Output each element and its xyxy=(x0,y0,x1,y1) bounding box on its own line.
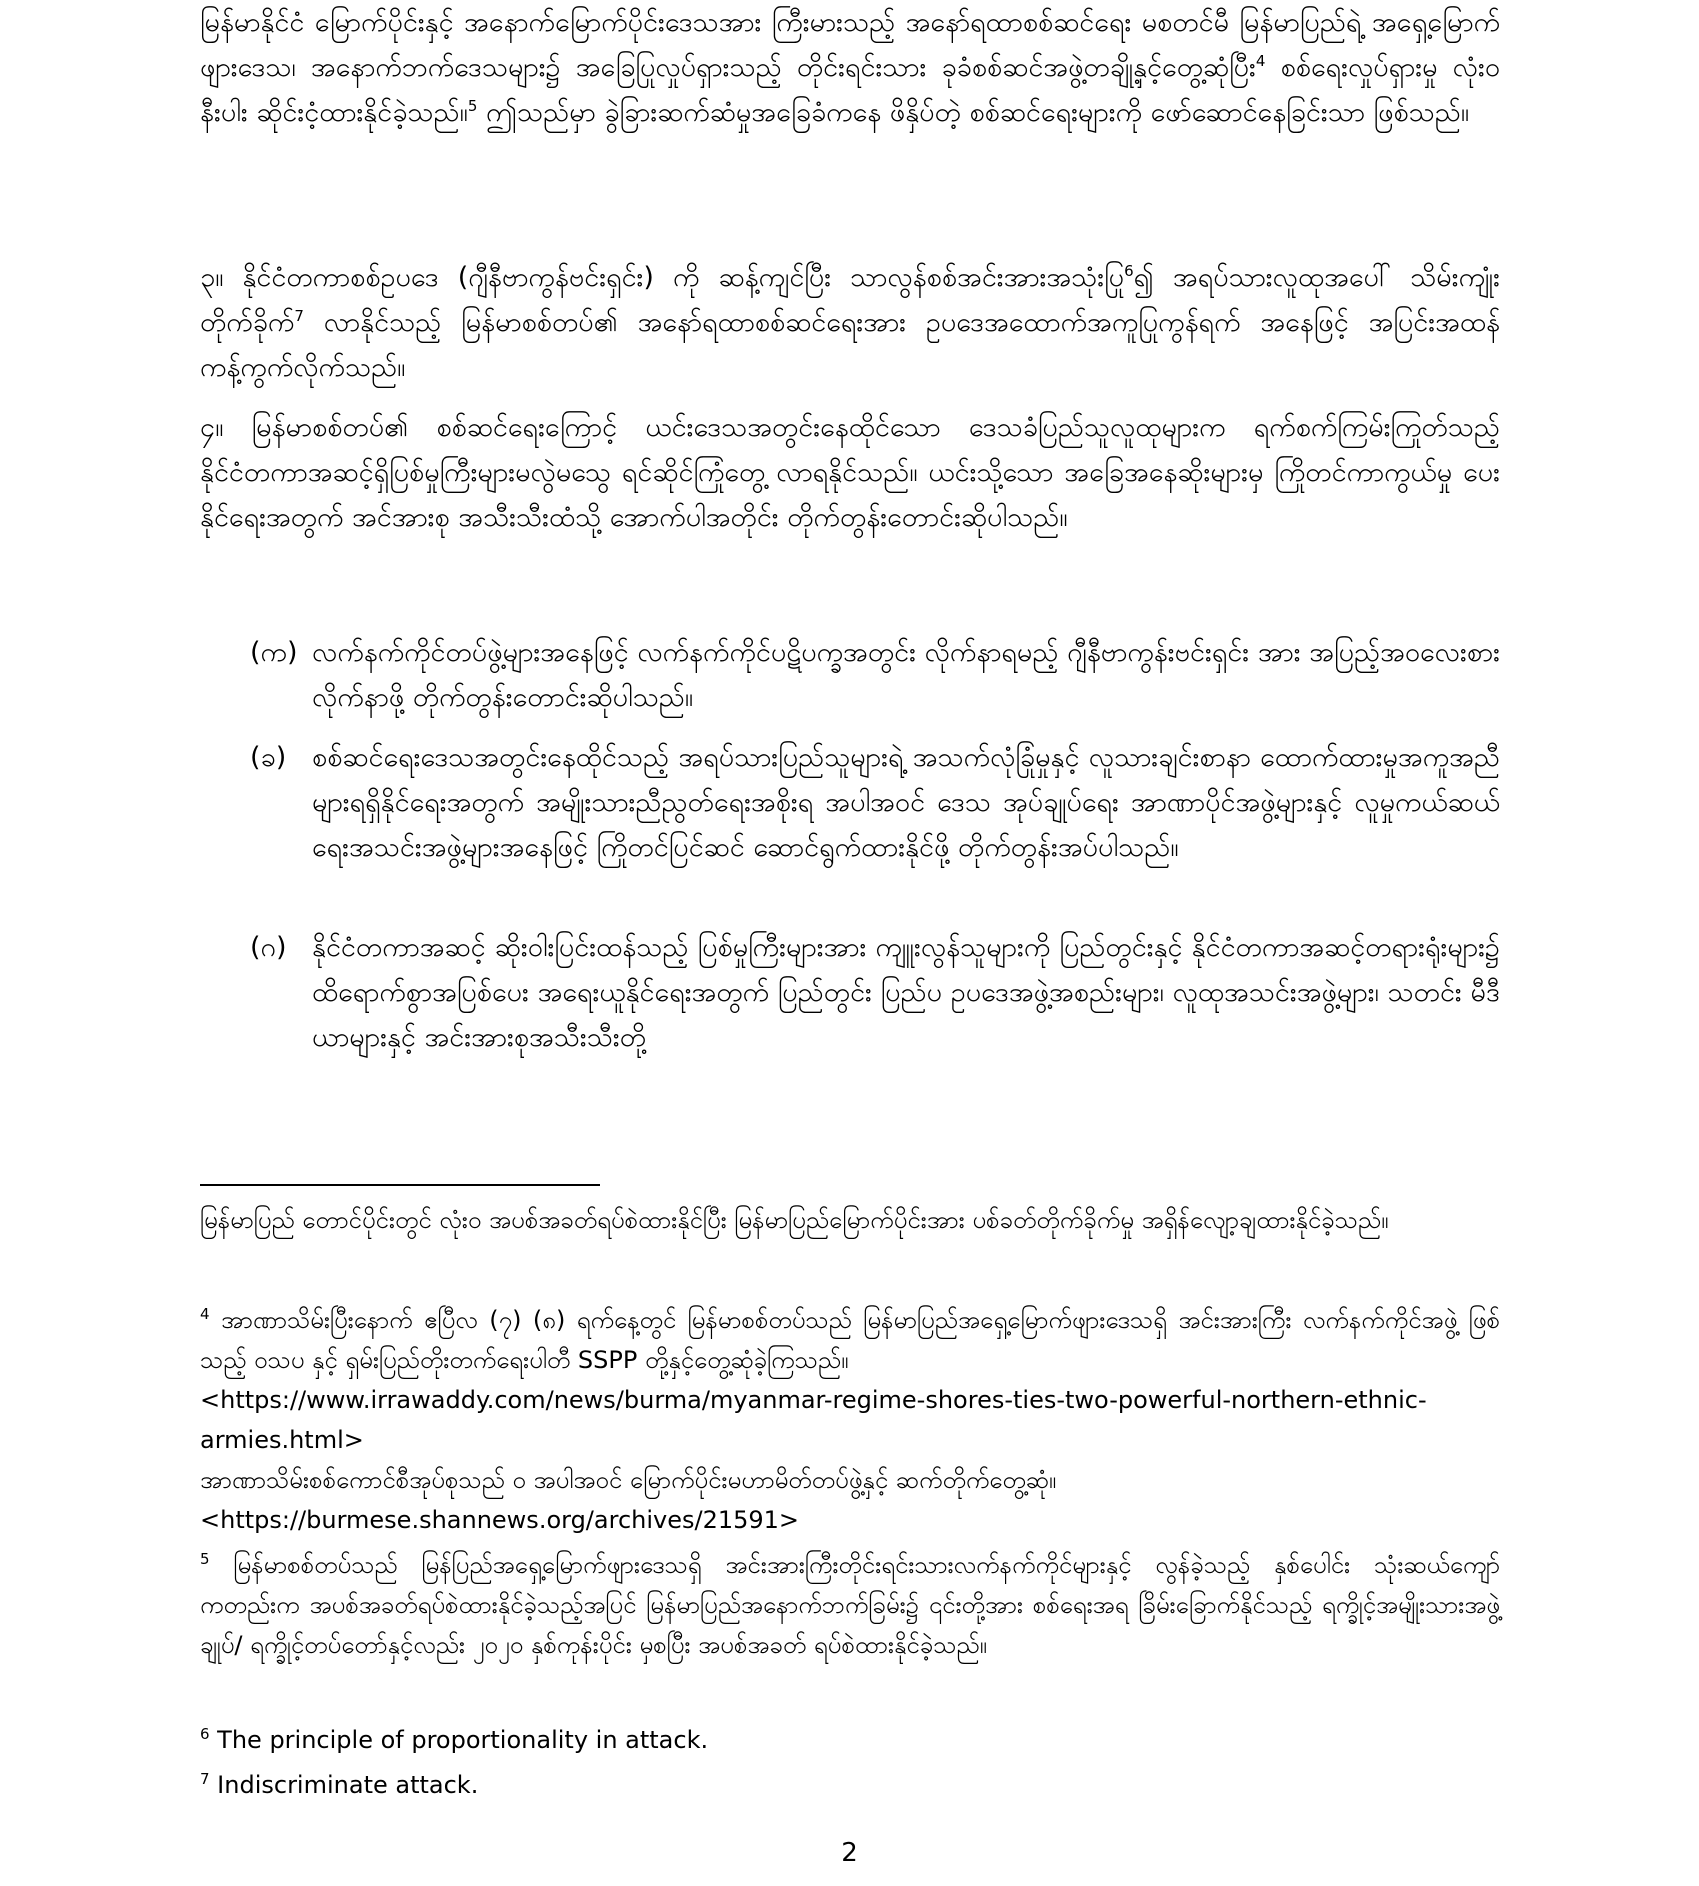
footnote-continuation: မြန်မာပြည် တောင်ပိုင်းတွင် လုံးဝ အပစ်အခတ်ရပ်စဲထားနိုင်ပြီး မြန်မာပြည်မြောက်ပိုင်းအား ပစ်ခတ်တိုက်ခိုက်မှု အရှိန်လျော့ချထားနိုင်ခဲ့သည်။ xyxy=(200,1206,1389,1234)
footnote-6 xyxy=(200,1720,1500,1760)
footnote-text: Indiscriminate attack. xyxy=(209,1771,479,1799)
footnote-ref-5[interactable]: 5 xyxy=(467,97,478,115)
list-item xyxy=(250,630,1500,720)
list-item xyxy=(250,735,1500,870)
list-item-text: နိုင်ငံတကာအဆင့် ဆိုးဝါးပြင်းထန်သည့် ပြစ်မှုကြီးများအား ကျူးလွန်သူများကို ပြည်တွင်းနှင့် နိုင်ငံတကာအဆင့်တရားရုံးများ၌ ထိရောက်စွာအပြစ်ပေး အရေးယူနိုင်ရေးအတွက် ပြည်တွင်း ပြည်ပ ဥပဒေအဖွဲ့အစည်းများ၊ လူထုအသင်းအဖွဲ့များ၊ သတင်း မီဒီယာများနှင့် အင်းအားစုအသီးသီးတို့ xyxy=(312,932,1500,1053)
footnote-number: 6 xyxy=(200,1725,210,1743)
paragraph-3-text-b: ၍ အရပ်သားလူထုအပေါ် သိမ်းကျုံးတိုက်ခိုက် xyxy=(200,262,1501,338)
footnote-text: အာဏာသိမ်းပြီးနောက် ဧပြီလ (၇) (၈) ရက်နေ့တွင် မြန်မာစစ်တပ်သည် မြန်မာပြည်အရှေ့မြောက်ဖျားဒေသရှိ အင်းအားကြီး လက်နက်ကိုင်အဖွဲ့ ဖြစ်သည့် ဝသပ နှင့် ရှမ်းပြည်တိုးတက်ရေးပါတီ SSPP တို့နှင့်တွေ့ဆုံခဲ့ကြသည်။ xyxy=(200,1306,1500,1374)
footnote-ref-6[interactable]: 6 xyxy=(1124,262,1134,280)
footnote-number: 4 xyxy=(200,1305,210,1323)
list-item xyxy=(250,925,1500,1060)
paragraph-3-text-c: လာနိုင်သည့် မြန်မာစစ်တပ်၏ အနော်ရထာစစ်ဆင်ရေးအား ဥပဒေအထောက်အကူပြုကွန်ရက် အနေဖြင့် အပြင်းအထန်ကန့်ကွက်လိုက်သည်။ xyxy=(200,307,1500,383)
footnote-number: 7 xyxy=(200,1770,210,1788)
list-item-text: စစ်ဆင်ရေးဒေသအတွင်းနေထိုင်သည့် အရပ်သားပြည်သူများရဲ့ အသက်လုံခြုံမှုနှင့် လူသားချင်းစာနာ ထောက်ထားမှုအကူအညီများရရှိနိုင်ရေးအတွက် အမျိုးသားညီညွတ်ရေးအစိုးရ အပါအဝင် ဒေသ အုပ်ချုပ်ရေး အာဏာပိုင်အဖွဲ့များနှင့် လူမှုကယ်ဆယ်ရေးအသင်းအဖွဲ့များအနေဖြင့် ကြိုတင်ပြင်ဆင် ဆောင်ရွက်ထားနိုင်ဖို့ တိုက်တွန်းအပ်ပါသည်။ xyxy=(312,742,1500,863)
intro-text-end: ဤသည်မှာ ခွဲခြားဆက်ဆံမှုအခြေခံကနေ ဖိနှိပ်တဲ့ စစ်ဆင်ရေးများကို ဖော်ဆောင်နေခြင်းသာ ဖြစ်သည်။ xyxy=(477,97,1470,128)
footnote-7 xyxy=(200,1765,1500,1805)
paragraph-3 xyxy=(200,255,1500,390)
list-item-label: (ဂ) xyxy=(250,932,287,963)
footnote-5 xyxy=(200,1545,1500,1665)
intro-text-mid: စစ်ရေးလှုပ်ရှားမှု လုံးဝနီးပါး ဆိုင်းငံ့ထားနိုင်ခဲ့သည်။ xyxy=(200,52,1500,128)
footnote-link[interactable]: <https://www.irrawaddy.com/news/burma/myanmar-regime-shores-ties-two-powerful-northern-ethnic-armies.html> xyxy=(200,1386,1427,1454)
footnote-text: မြန်မာစစ်တပ်သည် မြန်ပြည်အရှေ့မြောက်ဖျားဒေသရှိ အင်းအားကြီးတိုင်းရင်းသားလက်နက်ကိုင်များနှင့် လွန်ခဲ့သည့် နှစ်ပေါင်း သုံးဆယ်ကျော် ကတည်းက အပစ်အခတ်ရပ်စဲထားနိုင်ခဲ့သည့်အပြင် မြန်မာပြည်အနောက်ဘက်ခြမ်း၌ ၎င်းတို့အား စစ်ရေးအရ ခြိမ်းခြောက်နိုင်သည့် ရက္ခိုင့်အမျိုးသားအဖွဲ့ချုပ်/ ရက္ခိုင့်တပ်တော်နှင့်လည်း ၂၀၂၀ နှစ်ကုန်းပိုင်း မှစပြီး အပစ်အခတ် ရပ်စဲထားနိုင်ခဲ့သည်။ xyxy=(200,1551,1500,1659)
footnote-4 xyxy=(200,1300,1500,1540)
footnote-ref-4[interactable]: 4 xyxy=(1255,52,1266,70)
page-number: 2 xyxy=(841,1838,858,1868)
footnote-number: 5 xyxy=(200,1550,210,1568)
list-item-label: (က) xyxy=(250,637,298,668)
intro-paragraph xyxy=(200,0,1500,135)
list-item-text: လက်နက်ကိုင်တပ်ဖွဲ့များအနေဖြင့် လက်နက်ကိုင်ပဋိပက္ခအတွင်း လိုက်နာရမည့် ဂျီနီဗာကွန်းဗင်းရှင်း အား အပြည့်အဝလေးစားလိုက်နာဖို့ တိုက်တွန်းတောင်းဆိုပါသည်။ xyxy=(312,637,1500,713)
list-item-label: (ခ) xyxy=(250,742,287,773)
paragraph-3-text-a: ၃။ နိုင်ငံတကာစစ်ဥပဒေ (ဂျီနီဗာကွန်ဗင်းရှင်း) ကို ဆန့်ကျင်ပြီး သာလွန်စစ်အင်းအားအသုံးပြု xyxy=(200,262,1125,293)
paragraph-4: ၄။ မြန်မာစစ်တပ်၏ စစ်ဆင်ရေးကြောင့် ယင်းဒေသအတွင်းနေထိုင်သော ဒေသခံပြည်သူလူထုများက ရက်စက်ကြမ်းကြုတ်သည့် နိုင်ငံတကာအဆင့်ရှိပြစ်မှုကြီးများမလွဲမသွေ ရင်ဆိုင်ကြုံတွေ့ လာရနိုင်သည်။ ယင်းသို့သော အခြေအနေဆိုးများမှ ကြိုတင်ကာကွယ်မှု ပေးနိုင်ရေးအတွက် အင်အားစု အသီးသီးထံသို့ အောက်ပါအတိုင်း တိုက်တွန်းတောင်းဆိုပါသည်။ xyxy=(200,412,1500,533)
footnote-link[interactable]: <https://burmese.shannews.org/archives/21591> xyxy=(200,1506,800,1534)
intro-text: မြန်မာနိုင်ငံ မြောက်ပိုင်းနှင့် အနောက်မြောက်ပိုင်းဒေသအား ကြီးမားသည့် အနော်ရထာစစ်ဆင်ရေး မစတင်မီ မြန်မာပြည်ရဲ့ အရှေ့မြောက်ဖျားဒေသ၊ အနောက်ဘက်ဒေသများ၌ အခြေပြုလှုပ်ရှားသည့် တိုင်းရင်းသား ခုခံစစ်ဆင်အဖွဲ့တချို့နှင့်တွေ့ဆုံပြီး xyxy=(200,7,1500,83)
footnote-ref-7[interactable]: 7 xyxy=(294,307,304,325)
footnote-text: The principle of proportionality in attack. xyxy=(209,1726,709,1754)
footnote-divider xyxy=(200,1184,600,1186)
footnote-text: အာဏာသိမ်းစစ်ကောင်စီအုပ်စုသည် ဝ အပါအဝင် မြောက်ပိုင်းမဟာမိတ်တပ်ဖွဲ့နှင့် ဆက်တိုက်တွေ့ဆုံ။ xyxy=(200,1466,1057,1494)
